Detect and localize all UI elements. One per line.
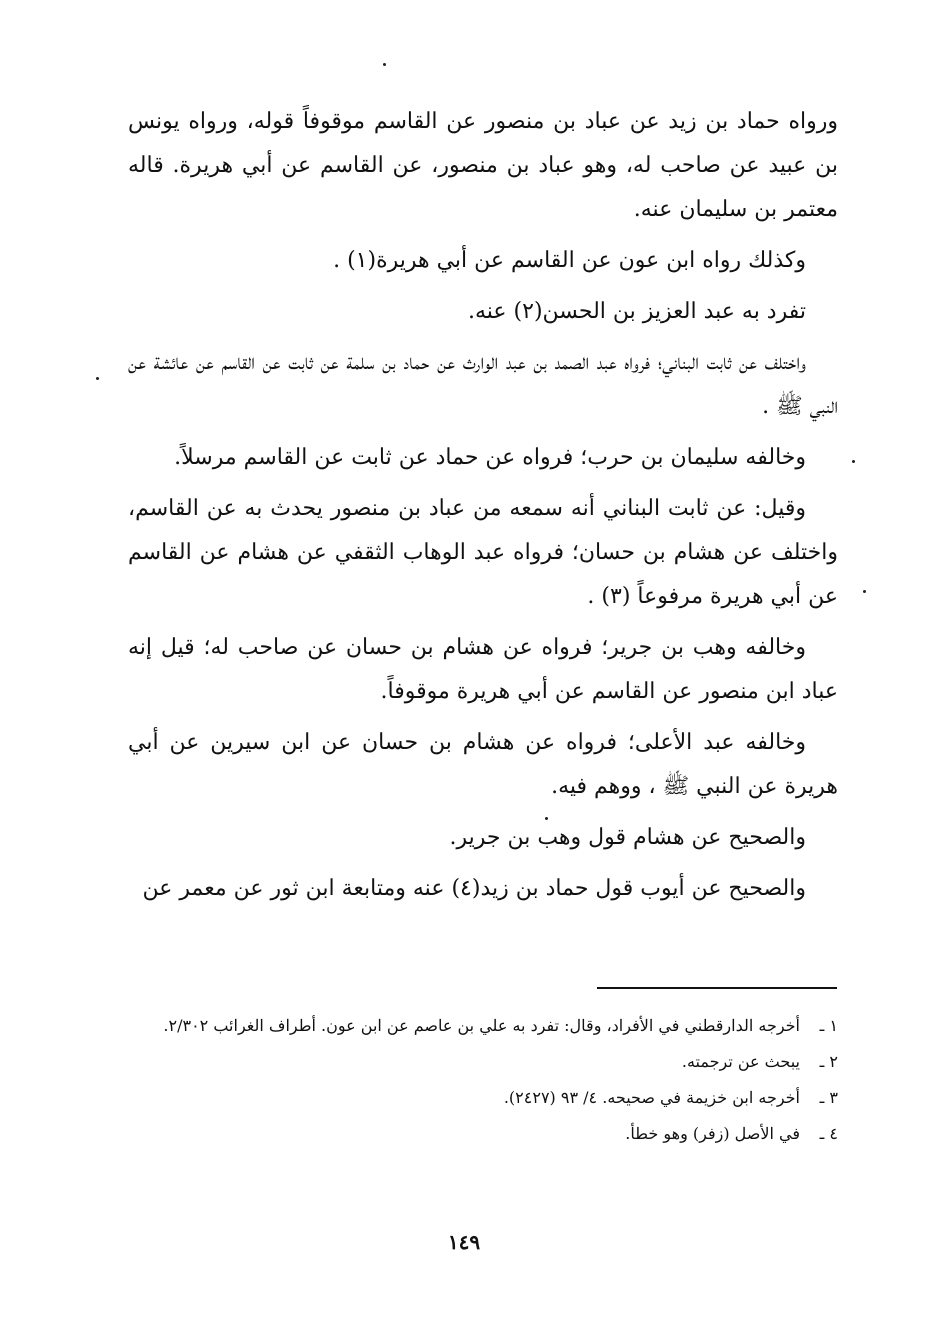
page-speck — [852, 460, 855, 463]
footnote-number: ٣ ـ — [819, 1088, 838, 1107]
footnote — [128, 1009, 838, 1043]
footnote-number: ٤ ـ — [819, 1124, 838, 1143]
page-speck — [96, 377, 99, 380]
paragraph: وقيل: عن ثابت البناني أنه سمعه من عباد بن منصور يحدث به عن القاسم، واختلف عن هشام بن حسان؛ فرواه عبد الوهاب الثقفي عن هشام عن القاسم عن أبي هريرة مرفوعاً (٣) . — [128, 496, 838, 609]
footnote-text: في الأصل (زفر) وهو خطأ. — [625, 1124, 800, 1143]
footnotes — [128, 1009, 838, 1153]
paragraph: والصحيح عن هشام قول وهب بن جرير. — [449, 825, 806, 850]
footnote-text: أخرجه الدارقطني في الأفراد، وقال: تفرد به علي بن عاصم عن ابن عون. أطراف الغرائب ٢/٣٠٢. — [163, 1016, 800, 1035]
footnote-number: ٢ ـ — [819, 1052, 838, 1071]
page-number: ١٤٩ — [447, 1230, 481, 1254]
footnote-text: يبحث عن ترجمته. — [681, 1052, 800, 1071]
footnote-text: أخرجه ابن خزيمة في صحيحه. ٤/ ٩٣ (٢٤٢٧). — [503, 1088, 800, 1107]
paragraph: ورواه حماد بن زيد عن عباد بن منصور عن القاسم موقوفاً قوله، ورواه يونس بن عبيد عن صاحب له، وهو عباد بن منصور، عن القاسم عن أبي هريرة. قاله معتمر بن سليمان عنه. — [128, 109, 838, 222]
paragraph: وخالفه سليمان بن حرب؛ فرواه عن حماد عن ثابت عن القاسم مرسلاً. — [174, 445, 806, 470]
footnote — [128, 1045, 838, 1079]
paragraph: وخالفه عبد الأعلى؛ فرواه عن هشام بن حسان عن ابن سيرين عن أبي هريرة عن النبي ﷺ ، ووهم فيه. — [128, 730, 838, 799]
footnote — [128, 1081, 838, 1115]
paragraph: والصحيح عن أيوب قول حماد بن زيد(٤) عنه ومتابعة ابن ثور عن معمر عن — [142, 876, 806, 901]
main-text — [128, 100, 838, 918]
footnote-number: ١ ـ — [819, 1016, 838, 1035]
paragraph: وكذلك رواه ابن عون عن القاسم عن أبي هريرة(١) . — [333, 248, 806, 273]
paragraph: تفرد به عبد العزيز بن الحسن(٢) عنه. — [467, 299, 806, 324]
paragraph: وخالفه وهب بن جرير؛ فرواه عن هشام بن حسان عن صاحب له؛ قيل إنه عباد ابن منصور عن القاسم عن أبي هريرة موقوفاً. — [128, 635, 838, 704]
page-speck — [863, 590, 866, 593]
paragraph: واختلف عن ثابت البناني؛ فرواه عبد الصمد بن عبد الوارث عن حماد بن سلمة عن ثابت عن القاسم عن عائشة عن النبي ﷺ . — [128, 350, 838, 419]
footnote-separator — [597, 987, 837, 989]
footnote — [128, 1117, 838, 1151]
page-speck — [383, 63, 386, 66]
